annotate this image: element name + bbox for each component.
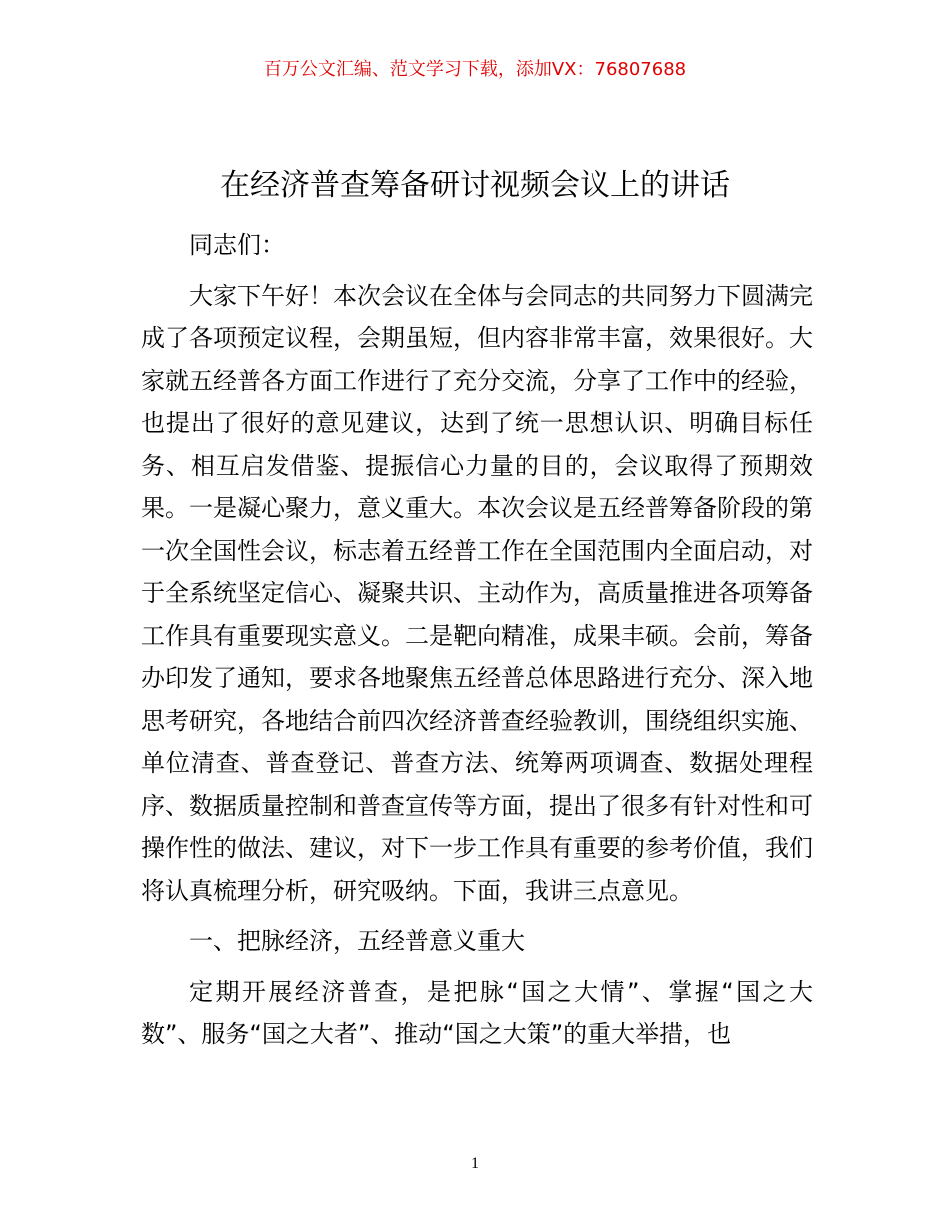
page-number: 1 xyxy=(471,1155,479,1172)
salutation: 同志们： xyxy=(189,231,285,259)
document-title: 在经济普查筹备研讨视频会议上的讲话 xyxy=(220,168,730,203)
section-heading: 一、把脉经济，五经普意义重大 xyxy=(189,927,525,955)
header-note: 百万公文汇编、范文学习下载，添加VX：76807688 xyxy=(263,59,687,80)
section-paragraph: 定期开展经济普查，是把脉“国之大情”、掌握“国之大数”、服务“国之大者”、推动“国之大策”的重大举措，也 xyxy=(141,977,813,1048)
opening-paragraph: 大家下午好！本次会议在全体与会同志的共同努力下圆满完成了各项预定议程，会期虽短，但内容非常丰富，效果很好。大家就五经普各方面工作进行了充分交流，分享了工作中的经验，也提出了很好的意见建议，达到了统一思想认识、明确目标任务、相互启发借鉴、提振信心力量的目的，会议取得了预期效果。一是凝心聚力，意义重大。本次会议是五经普筹备阶段的第一次全国性会议，标志着五经普工作在全国范围内全面启动，对于全系统坚定信心、凝聚共识、主动作为，高质量推进各项筹备工作具有重要现实意义。二是靶向精准，成果丰硕。会前，筹备办印发了通知，要求各地聚焦五经普总体思路进行充分、深入地思考研究，各地结合前四次经济普查经验教训，围绕组织实施、单位清查、普查登记、普查方法、统筹两项调查、数据处理程序、数据质量控制和普查宣传等方面，提出了很多有针对性和可操作性的做法、建议，对下一步工作具有重要的参考价值，我们将认真梳理分析，研究吸纳。下面，我讲三点意见。 xyxy=(141,281,813,905)
document-body xyxy=(141,224,813,1064)
